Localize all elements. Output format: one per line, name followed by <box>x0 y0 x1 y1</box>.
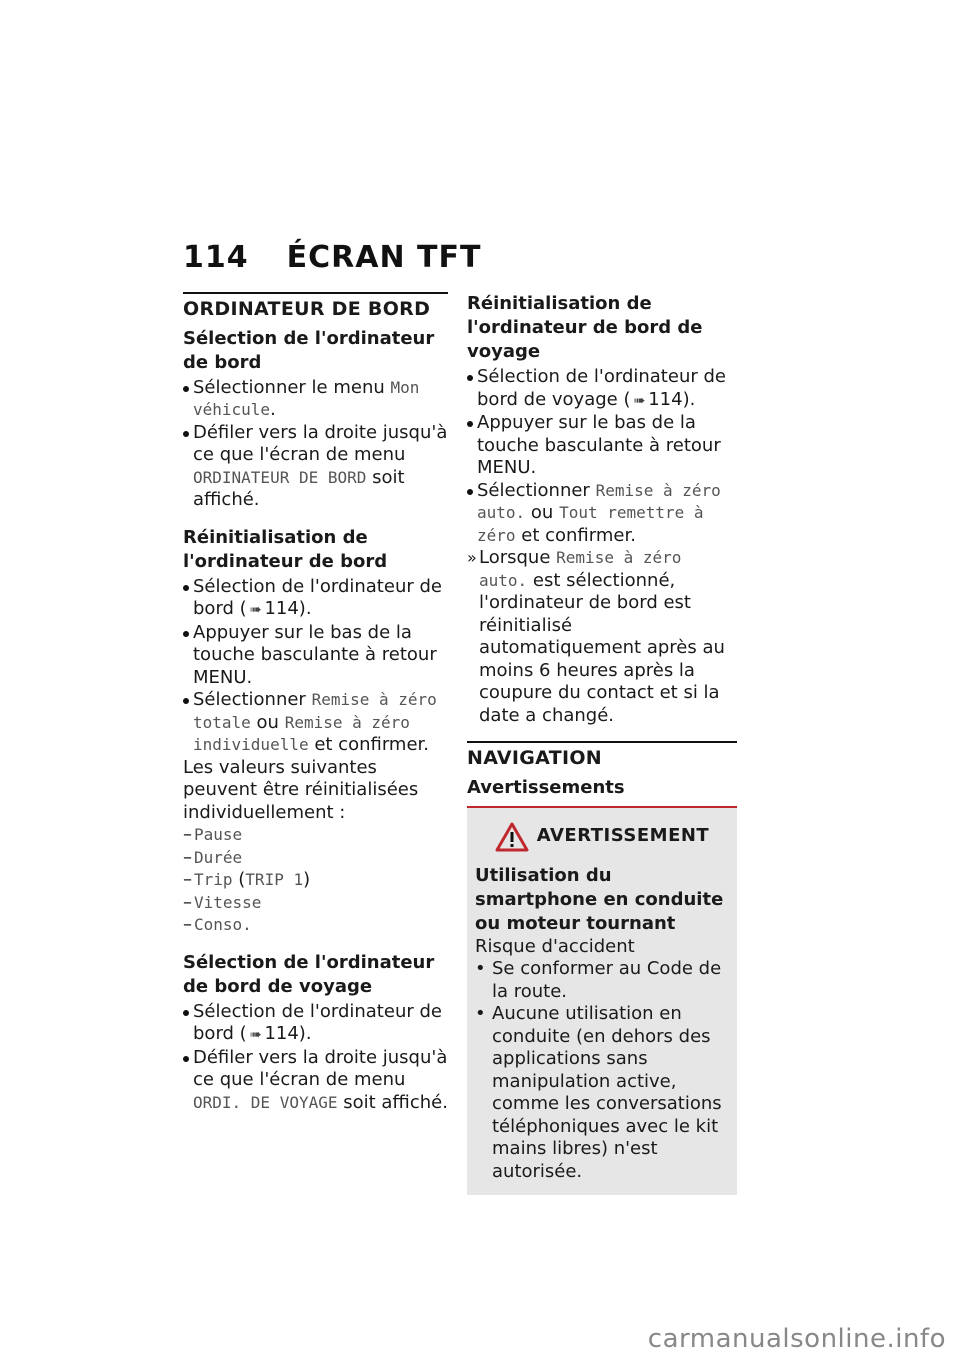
step-text: Lorsque <box>479 547 551 568</box>
menu-name: Tout remettre à zéro <box>477 503 704 545</box>
trip-reset-steps <box>467 366 737 727</box>
section-title-navigation: NAVIGATION <box>467 741 737 770</box>
step-text: Appuyer sur le bas de la touche basculante à retour MENU. <box>193 621 437 688</box>
warning-subtitle: Utilisation du smartphone en conduite ou moteur tournant <box>475 864 724 934</box>
step-end: . <box>270 399 276 420</box>
value-name: Vitesse <box>194 892 262 912</box>
step-text: Appuyer sur le bas de la touche basculante à retour MENU. <box>477 412 721 478</box>
value-name: Trip <box>194 870 233 889</box>
page-header <box>183 240 481 275</box>
trip-selection-steps <box>183 1001 448 1115</box>
list-item <box>183 377 448 422</box>
warning-triangle-icon <box>495 822 529 852</box>
menu-name: Remise à zéro individuelle <box>193 712 410 754</box>
step-end: et confirmer. <box>521 524 636 546</box>
paragraph-values: Les valeurs suivantes peuvent être réinitialisées individuellement : <box>183 756 419 823</box>
page-ref: 114). <box>264 598 312 619</box>
menu-name: ORDI. DE VOYAGE <box>193 1092 338 1112</box>
step-end: et confirmer. <box>314 734 429 755</box>
section-title-ordinateur: ORDINATEUR DE BORD <box>183 292 448 321</box>
page-ref-arrow-icon: ➠ <box>249 602 262 618</box>
step-text: Sélectionner <box>477 479 590 501</box>
list-item <box>183 422 448 512</box>
menu-name: ORDINATEUR DE BORD <box>193 467 367 487</box>
watermark: carmanualsonline.info <box>647 1324 946 1354</box>
list-item <box>183 914 448 937</box>
list-item <box>467 412 737 480</box>
subheading-trip-selection: Sélection de l'ordinateur de bord de voyage <box>183 951 435 997</box>
warning-box <box>467 806 737 1196</box>
warning-risk: Risque d'accident <box>475 935 635 957</box>
subheading-warnings: Avertissements <box>467 776 625 798</box>
warning-items <box>475 958 729 1183</box>
step-text: Défiler vers la droite jusqu'à ce que l'écran de menu <box>193 421 448 465</box>
subheading-trip-reset: Réinitialisation de l'ordinateur de bord de voyage <box>467 293 703 362</box>
list-item <box>183 1047 448 1115</box>
menu-name: Remise à zéro totale <box>193 690 437 732</box>
resettable-values <box>183 824 448 937</box>
list-item <box>183 892 448 915</box>
page-number: 114 <box>183 240 249 275</box>
list-item <box>183 824 448 847</box>
list-item <box>183 869 448 892</box>
subheading-reset: Réinitialisation de l'ordinateur de bord <box>183 526 388 572</box>
step-end: soit affiché. <box>343 1091 448 1113</box>
result-item <box>467 547 737 727</box>
page-ref-arrow-icon: ➠ <box>633 392 646 409</box>
value-name: Pause <box>194 825 243 844</box>
menu-name: Remise à zéro auto. <box>479 548 682 590</box>
step-text: Sélection de l'ordinateur de bord ( <box>193 575 442 619</box>
value-name: Conso. <box>194 915 252 934</box>
list-item <box>467 366 737 412</box>
list-item: • Aucune utilisation en conduite (en dehors des applications sans manipulation active, comme les conversations téléphoniques avec le kit mains libres) n'est autorisée. <box>475 1003 729 1183</box>
step-or: ou <box>256 711 279 733</box>
warning-title: AVERTISSEMENT <box>536 825 710 847</box>
list-item <box>183 576 448 622</box>
list-item <box>183 1001 448 1047</box>
step-text: Sélection de l'ordinateur de bord de voyage ( <box>477 366 726 410</box>
list-item: • Se conformer au Code de la route. <box>475 958 729 1003</box>
menu-name: Mon véhicule <box>193 377 420 419</box>
list-item <box>183 847 448 870</box>
page-ref: 114). <box>264 1023 312 1044</box>
step-text: Sélectionner le menu <box>193 376 385 398</box>
reset-steps <box>183 576 448 757</box>
selection-steps <box>183 377 448 512</box>
step-end: est sélectionné, l'ordinateur de bord est réinitialisé automatiquement après au moins 6 heures après la coupure du contact et si la date a changé. <box>479 569 725 726</box>
warning-header <box>475 822 729 852</box>
list-item <box>183 622 448 690</box>
step-text: Défiler vers la droite jusqu'à ce que l'écran de menu <box>193 1046 448 1090</box>
page-title: ÉCRAN TFT <box>286 240 482 275</box>
step-text: Sélection de l'ordinateur de bord ( <box>193 1000 442 1044</box>
value-name: Durée <box>194 847 243 867</box>
paren: ( <box>238 869 246 890</box>
list-item <box>467 480 737 548</box>
value-name: TRIP 1 <box>245 870 304 889</box>
step-or: ou <box>530 502 554 523</box>
page-ref: 114). <box>648 388 696 410</box>
step-end: soit affiché. <box>193 466 405 510</box>
right-column <box>467 292 737 1195</box>
paren: ) <box>303 869 311 890</box>
list-item <box>183 689 448 757</box>
step-text: Sélectionner <box>193 689 306 710</box>
subheading-selection: Sélection de l'ordinateur de bord <box>183 327 435 373</box>
menu-name: Remise à zéro auto. <box>477 480 721 522</box>
page-ref-arrow-icon: ➠ <box>249 1027 262 1043</box>
left-column <box>183 292 448 1114</box>
